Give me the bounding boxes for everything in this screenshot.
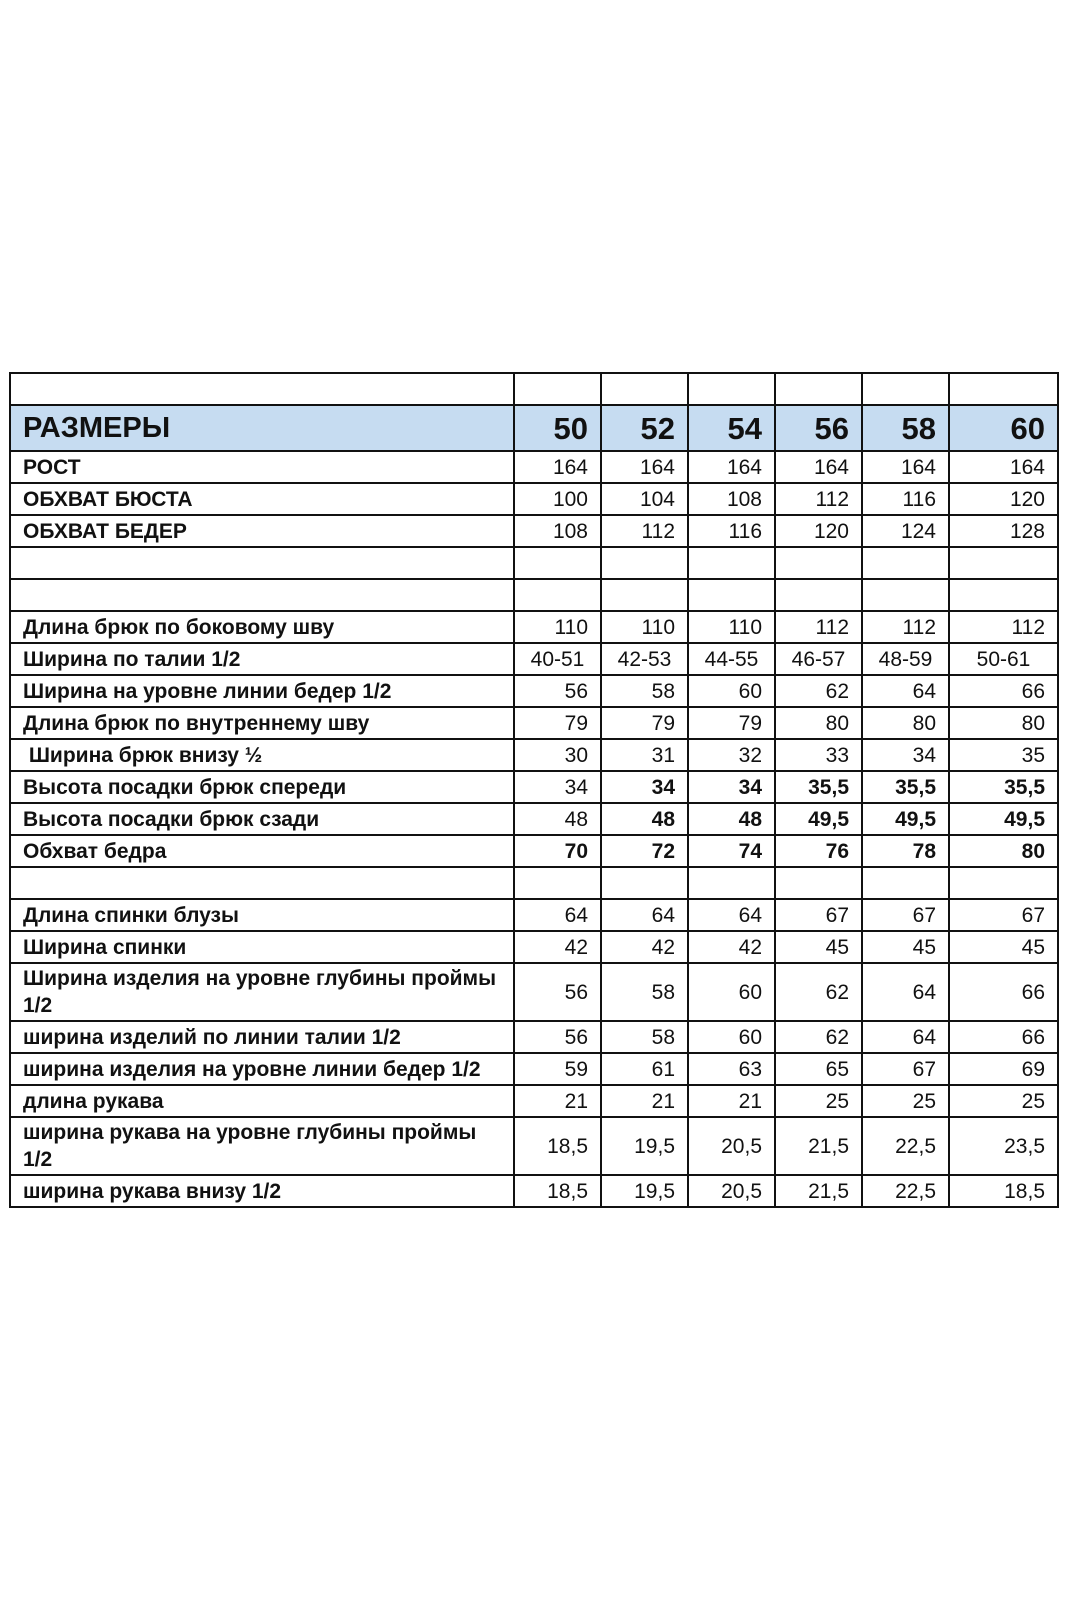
table-row <box>10 483 1058 515</box>
value-cell: 62 <box>775 675 862 707</box>
value-cell: 112 <box>862 611 949 643</box>
value-cell: 49,5 <box>775 803 862 835</box>
value-cell: 116 <box>862 483 949 515</box>
value-cell: 21 <box>688 1085 775 1117</box>
empty-row <box>10 579 1058 611</box>
value-cell: 21 <box>601 1085 688 1117</box>
value-cell: 21,5 <box>775 1117 862 1175</box>
value-cell: 20,5 <box>688 1117 775 1175</box>
row-label: длина рукава <box>10 1085 514 1117</box>
value-cell: 120 <box>949 483 1058 515</box>
row-label: Высота посадки брюк сзади <box>10 803 514 835</box>
value-cell: 44-55 <box>688 643 775 675</box>
value-cell: 48 <box>688 803 775 835</box>
table-row <box>10 707 1058 739</box>
value-cell: 48 <box>601 803 688 835</box>
value-cell: 104 <box>601 483 688 515</box>
value-cell: 62 <box>775 1021 862 1053</box>
value-cell: 164 <box>688 451 775 483</box>
value-cell: 64 <box>862 1021 949 1053</box>
value-cell: 56 <box>514 963 601 1021</box>
value-cell: 164 <box>775 451 862 483</box>
value-cell: 42 <box>601 931 688 963</box>
value-cell: 34 <box>601 771 688 803</box>
value-cell: 78 <box>862 835 949 867</box>
value-cell: 34 <box>688 771 775 803</box>
value-cell: 64 <box>601 899 688 931</box>
table-row <box>10 1053 1058 1085</box>
value-cell: 40-51 <box>514 643 601 675</box>
value-cell: 63 <box>688 1053 775 1085</box>
row-label: ширина рукава внизу 1/2 <box>10 1175 514 1207</box>
row-label: ширина рукава на уровне глубины проймы 1/2 <box>10 1117 514 1175</box>
value-cell: 108 <box>688 483 775 515</box>
size-header-cell: 56 <box>775 405 862 451</box>
value-cell: 58 <box>601 1021 688 1053</box>
table-row <box>10 643 1058 675</box>
value-cell: 21,5 <box>775 1175 862 1207</box>
value-cell: 42-53 <box>601 643 688 675</box>
value-cell: 80 <box>949 835 1058 867</box>
value-cell: 34 <box>862 739 949 771</box>
value-cell: 58 <box>601 675 688 707</box>
table-row <box>10 963 1058 1021</box>
value-cell: 66 <box>949 1021 1058 1053</box>
value-cell: 46-57 <box>775 643 862 675</box>
value-cell: 64 <box>862 675 949 707</box>
value-cell: 112 <box>775 611 862 643</box>
value-cell: 112 <box>949 611 1058 643</box>
value-cell: 67 <box>775 899 862 931</box>
table-row <box>10 611 1058 643</box>
value-cell: 65 <box>775 1053 862 1085</box>
row-label: Обхват бедра <box>10 835 514 867</box>
table-row <box>10 899 1058 931</box>
row-label: Длина брюк по внутреннему шву <box>10 707 514 739</box>
value-cell: 49,5 <box>949 803 1058 835</box>
value-cell: 67 <box>949 899 1058 931</box>
value-cell: 19,5 <box>601 1117 688 1175</box>
value-cell: 25 <box>862 1085 949 1117</box>
value-cell: 120 <box>775 515 862 547</box>
value-cell: 108 <box>514 515 601 547</box>
row-label: Ширина спинки <box>10 931 514 963</box>
value-cell: 60 <box>688 963 775 1021</box>
size-chart-table <box>9 372 1059 1208</box>
value-cell: 35,5 <box>775 771 862 803</box>
table-row <box>10 1117 1058 1175</box>
empty-row <box>10 867 1058 899</box>
value-cell: 19,5 <box>601 1175 688 1207</box>
value-cell: 25 <box>775 1085 862 1117</box>
value-cell: 64 <box>688 899 775 931</box>
value-cell: 21 <box>514 1085 601 1117</box>
table-row <box>10 1085 1058 1117</box>
row-label: РОСТ <box>10 451 514 483</box>
value-cell: 112 <box>775 483 862 515</box>
value-cell: 69 <box>949 1053 1058 1085</box>
row-label: ширина изделий по линии талии 1/2 <box>10 1021 514 1053</box>
value-cell: 76 <box>775 835 862 867</box>
value-cell: 66 <box>949 675 1058 707</box>
table-row <box>10 803 1058 835</box>
value-cell: 22,5 <box>862 1117 949 1175</box>
value-cell: 34 <box>514 771 601 803</box>
value-cell: 110 <box>601 611 688 643</box>
value-cell: 64 <box>514 899 601 931</box>
value-cell: 67 <box>862 899 949 931</box>
value-cell: 64 <box>862 963 949 1021</box>
table-row <box>10 1021 1058 1053</box>
row-label: Ширина брюк внизу ½ <box>10 739 514 771</box>
value-cell: 124 <box>862 515 949 547</box>
value-cell: 35 <box>949 739 1058 771</box>
size-header-cell: 54 <box>688 405 775 451</box>
value-cell: 48-59 <box>862 643 949 675</box>
value-cell: 31 <box>601 739 688 771</box>
row-label: Ширина на уровне линии бедер 1/2 <box>10 675 514 707</box>
row-label: Длина спинки блузы <box>10 899 514 931</box>
value-cell: 50-61 <box>949 643 1058 675</box>
value-cell: 164 <box>601 451 688 483</box>
value-cell: 20,5 <box>688 1175 775 1207</box>
value-cell: 116 <box>688 515 775 547</box>
value-cell: 30 <box>514 739 601 771</box>
value-cell: 56 <box>514 675 601 707</box>
value-cell: 49,5 <box>862 803 949 835</box>
value-cell: 66 <box>949 963 1058 1021</box>
row-label: ОБХВАТ БЮСТА <box>10 483 514 515</box>
value-cell: 79 <box>601 707 688 739</box>
value-cell: 42 <box>688 931 775 963</box>
value-cell: 80 <box>775 707 862 739</box>
size-header-row <box>10 405 1058 451</box>
value-cell: 60 <box>688 675 775 707</box>
value-cell: 25 <box>949 1085 1058 1117</box>
size-header-cell: 58 <box>862 405 949 451</box>
empty-row <box>10 373 1058 405</box>
value-cell: 18,5 <box>949 1175 1058 1207</box>
value-cell: 110 <box>514 611 601 643</box>
size-header-cell: 50 <box>514 405 601 451</box>
table-row <box>10 515 1058 547</box>
value-cell: 59 <box>514 1053 601 1085</box>
value-cell: 79 <box>514 707 601 739</box>
row-label: Высота посадки брюк спереди <box>10 771 514 803</box>
value-cell: 48 <box>514 803 601 835</box>
value-cell: 100 <box>514 483 601 515</box>
table-row <box>10 675 1058 707</box>
value-cell: 74 <box>688 835 775 867</box>
value-cell: 110 <box>688 611 775 643</box>
value-cell: 79 <box>688 707 775 739</box>
value-cell: 164 <box>949 451 1058 483</box>
value-cell: 18,5 <box>514 1117 601 1175</box>
value-cell: 35,5 <box>862 771 949 803</box>
value-cell: 61 <box>601 1053 688 1085</box>
value-cell: 33 <box>775 739 862 771</box>
row-label: ширина изделия на уровне линии бедер 1/2 <box>10 1053 514 1085</box>
value-cell: 164 <box>862 451 949 483</box>
value-cell: 42 <box>514 931 601 963</box>
size-header-cell: 52 <box>601 405 688 451</box>
value-cell: 128 <box>949 515 1058 547</box>
value-cell: 35,5 <box>949 771 1058 803</box>
row-label: Ширина по талии 1/2 <box>10 643 514 675</box>
value-cell: 58 <box>601 963 688 1021</box>
value-cell: 80 <box>862 707 949 739</box>
size-header-cell: 60 <box>949 405 1058 451</box>
table-row <box>10 931 1058 963</box>
table-row <box>10 835 1058 867</box>
table-row <box>10 771 1058 803</box>
value-cell: 112 <box>601 515 688 547</box>
table-row <box>10 739 1058 771</box>
empty-row <box>10 547 1058 579</box>
value-cell: 67 <box>862 1053 949 1085</box>
value-cell: 164 <box>514 451 601 483</box>
value-cell: 22,5 <box>862 1175 949 1207</box>
value-cell: 72 <box>601 835 688 867</box>
value-cell: 45 <box>862 931 949 963</box>
size-header-label: РАЗМЕРЫ <box>10 405 514 451</box>
row-label: Ширина изделия на уровне глубины проймы 1/2 <box>10 963 514 1021</box>
value-cell: 45 <box>949 931 1058 963</box>
value-cell: 18,5 <box>514 1175 601 1207</box>
row-label: Длина брюк по боковому шву <box>10 611 514 643</box>
value-cell: 32 <box>688 739 775 771</box>
table-row <box>10 1175 1058 1207</box>
table-row <box>10 451 1058 483</box>
value-cell: 45 <box>775 931 862 963</box>
value-cell: 60 <box>688 1021 775 1053</box>
value-cell: 56 <box>514 1021 601 1053</box>
value-cell: 62 <box>775 963 862 1021</box>
value-cell: 23,5 <box>949 1117 1058 1175</box>
row-label: ОБХВАТ БЕДЕР <box>10 515 514 547</box>
value-cell: 80 <box>949 707 1058 739</box>
value-cell: 70 <box>514 835 601 867</box>
